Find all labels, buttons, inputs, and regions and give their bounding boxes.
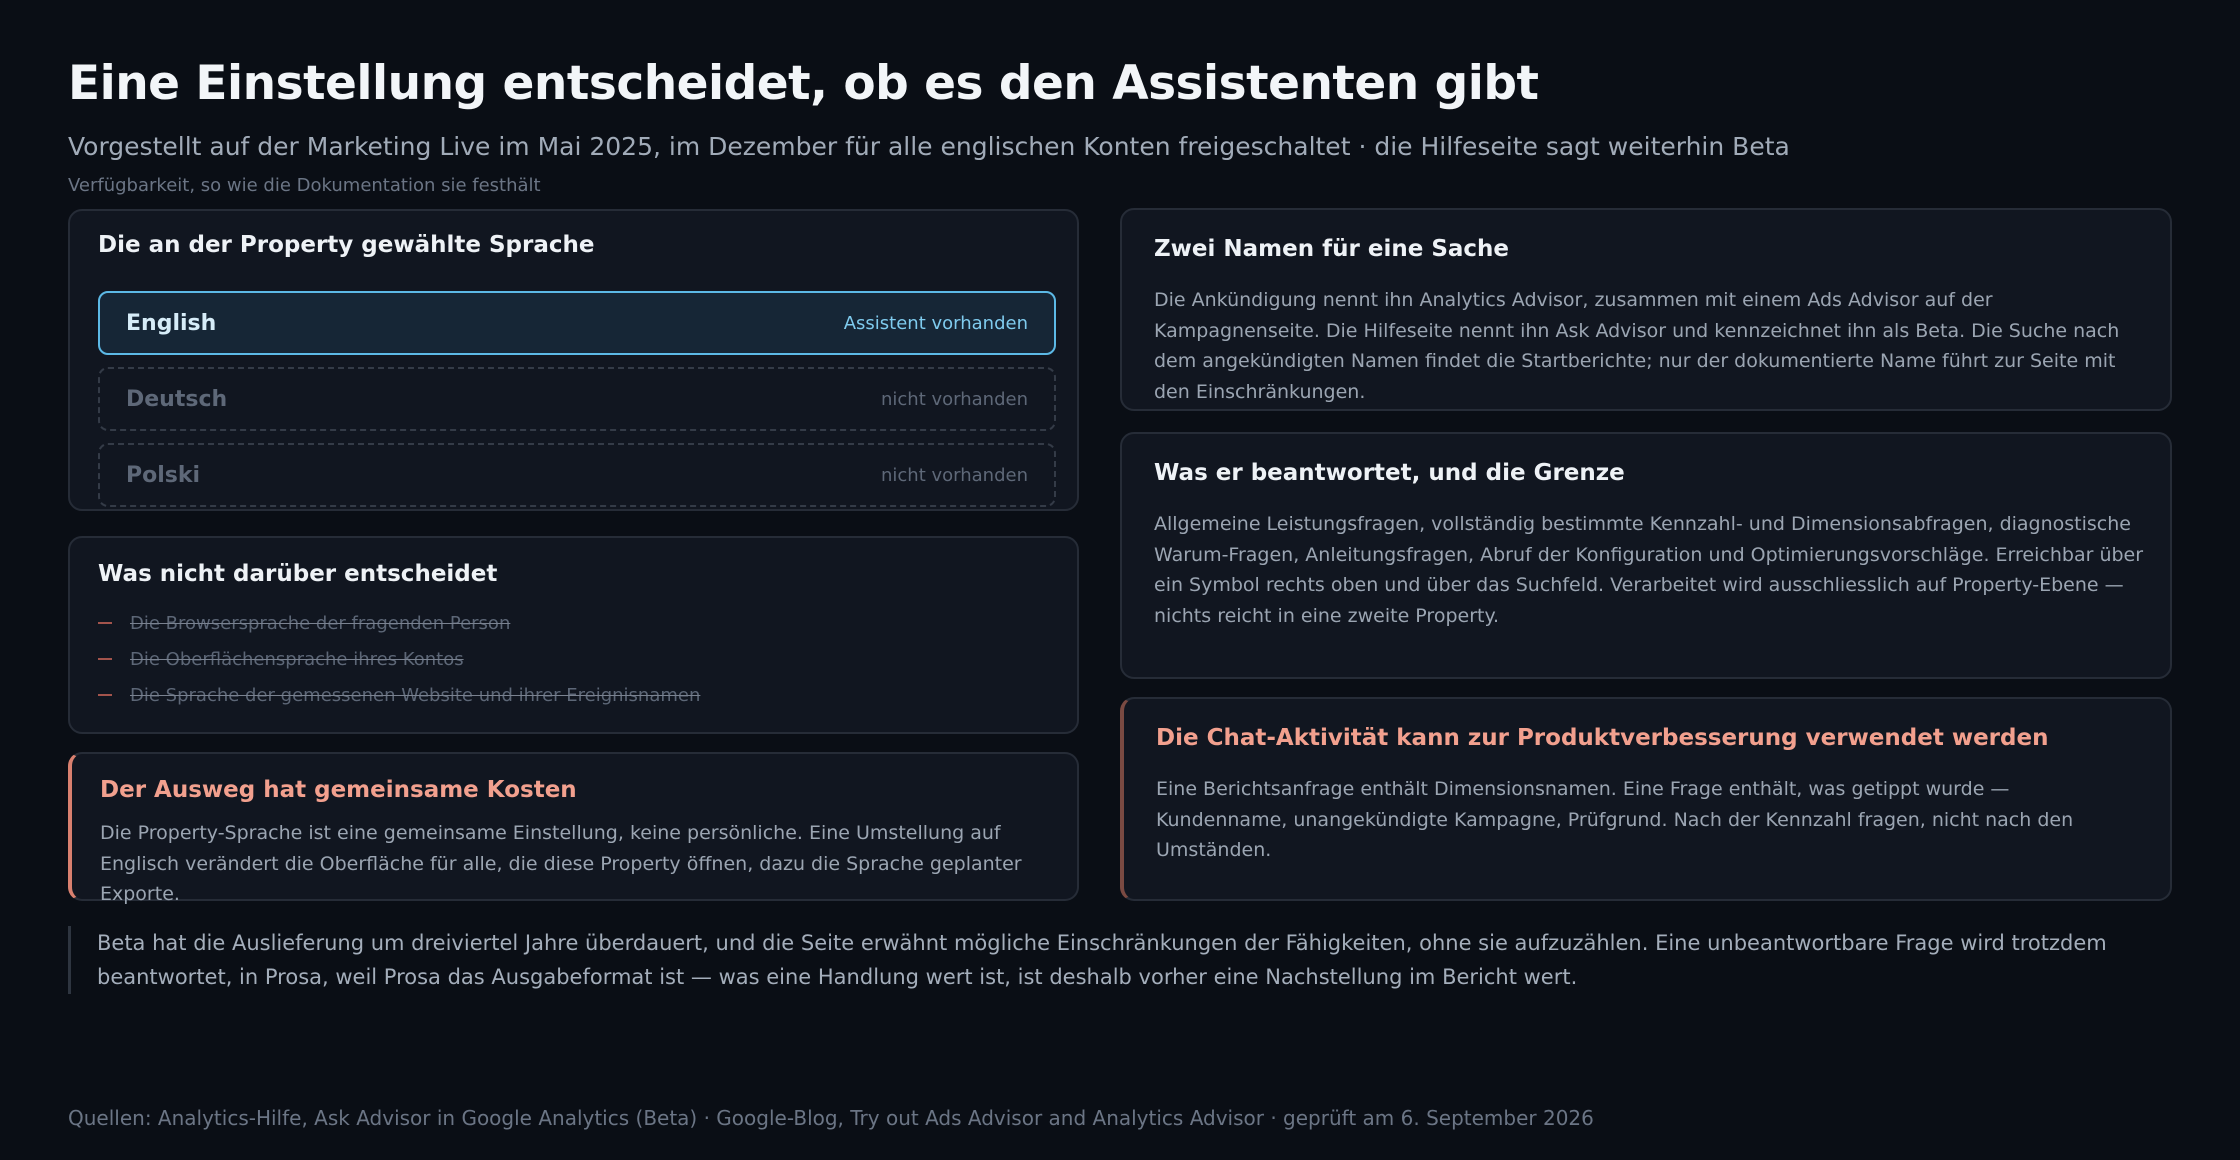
- language-name: Deutsch: [126, 386, 228, 412]
- section-caption: Verfügbarkeit, so wie die Dokumentation sie festhält: [68, 175, 541, 196]
- dash-icon: [98, 694, 112, 696]
- language-status: nicht vorhanden: [881, 388, 1028, 410]
- page-title: Eine Einstellung entscheidet, ob es den Assistenten gibt: [68, 56, 1539, 111]
- chat-activity-card-body: Eine Berichtsanfrage enthält Dimensionsnamen. Eine Frage enthält, was getippt wurde — Kundenname, unangekündigte Kampagne, Prüfgrund. Nach der Kennzahl fragen, nicht nach den Umständen.: [1156, 778, 2074, 861]
- shared-cost-card: [68, 752, 1079, 905]
- language-name: Polski: [126, 462, 201, 488]
- chat-activity-card-title: Die Chat-Aktivität kann zur Produktverbesserung verwendet werden: [1156, 725, 2049, 751]
- dash-icon: [98, 622, 112, 624]
- page-subtitle: Vorgestellt auf der Marketing Live im Mai 2025, im Dezember für alle englischen Konten freigeschaltet · die Hilfeseite sagt weiterhin Beta: [68, 132, 1790, 161]
- answers-limits-card-body: Allgemeine Leistungsfragen, vollständig bestimmte Kennzahl- und Dimensionsabfragen, diagnostische Warum-Fragen, Anleitungsfragen, Abruf der Konfiguration und Optimierungsvorschläge. Erreichbar über ein Symbol rechts oben und über das Suchfeld. Verarbeitet wird ausschliesslich auf Property-Ebene — nichts reicht in eine zweite Property.: [1154, 513, 2144, 627]
- chat-activity-card: [1120, 697, 2172, 901]
- closing-quote: Beta hat die Auslieferung um dreiviertel Jahre überdauert, und die Seite erwähnt mögliche Einschränkungen der Fähigkeiten, ohne sie aufzuzählen. Eine unbeantwortbare Frage wird trotzdem beantwortet, in Prosa, weil Prosa das Ausgabeformat ist — was eine Handlung wert ist, ist deshalb vorher eine Nachstellung im Bericht wert.: [68, 926, 2178, 994]
- struck-factor-text: Die Oberflächensprache ihres Kontos: [130, 648, 464, 670]
- struck-factor-text: Die Browsersprache der fragenden Person: [130, 612, 511, 634]
- language-option-english[interactable]: [98, 291, 1056, 355]
- list-item: [98, 605, 700, 641]
- language-status: nicht vorhanden: [881, 464, 1028, 486]
- not-deciding-card-title: Was nicht darüber entscheidet: [98, 561, 498, 587]
- language-card-title: Die an der Property gewählte Sprache: [98, 232, 595, 258]
- language-card: [68, 209, 1079, 511]
- sources-footer: Quellen: Analytics-Hilfe, Ask Advisor in Google Analytics (Beta) · Google-Blog, Try out Ads Advisor and Analytics Advisor · geprüft am 6. September 2026: [68, 1106, 1594, 1130]
- not-deciding-card: [68, 536, 1079, 734]
- list-item: [98, 641, 700, 677]
- two-names-card-title: Zwei Namen für eine Sache: [1154, 236, 1510, 262]
- answers-limits-card: [1120, 432, 2172, 679]
- list-item: [98, 677, 700, 713]
- two-names-card: [1120, 208, 2172, 411]
- struck-factor-list: [98, 605, 700, 713]
- dash-icon: [98, 658, 112, 660]
- language-option-polski[interactable]: [98, 443, 1056, 507]
- answers-limits-card-title: Was er beantwortet, und die Grenze: [1154, 460, 1625, 486]
- two-names-card-body: Die Ankündigung nennt ihn Analytics Advisor, zusammen mit einem Ads Advisor auf der Kampagnenseite. Die Hilfeseite nennt ihn Ask Advisor und kennzeichnet ihn als Beta. Die Suche nach dem angekündigten Namen findet die Startberichte; nur der dokumentierte Name führt zur Seite mit den Einschränkungen.: [1154, 289, 2120, 403]
- language-option-deutsch[interactable]: [98, 367, 1056, 431]
- language-name: English: [126, 310, 217, 336]
- struck-factor-text: Die Sprache der gemessenen Website und ihrer Ereignisnamen: [130, 684, 701, 706]
- language-status: Assistent vorhanden: [843, 312, 1028, 334]
- shared-cost-card-title: Der Ausweg hat gemeinsame Kosten: [100, 777, 577, 803]
- shared-cost-card-body: Die Property-Sprache ist eine gemeinsame Einstellung, keine persönliche. Eine Umstellung auf Englisch verändert die Oberfläche für alle, die diese Property öffnen, dazu die Sprache geplanter Exporte.: [100, 822, 1022, 905]
